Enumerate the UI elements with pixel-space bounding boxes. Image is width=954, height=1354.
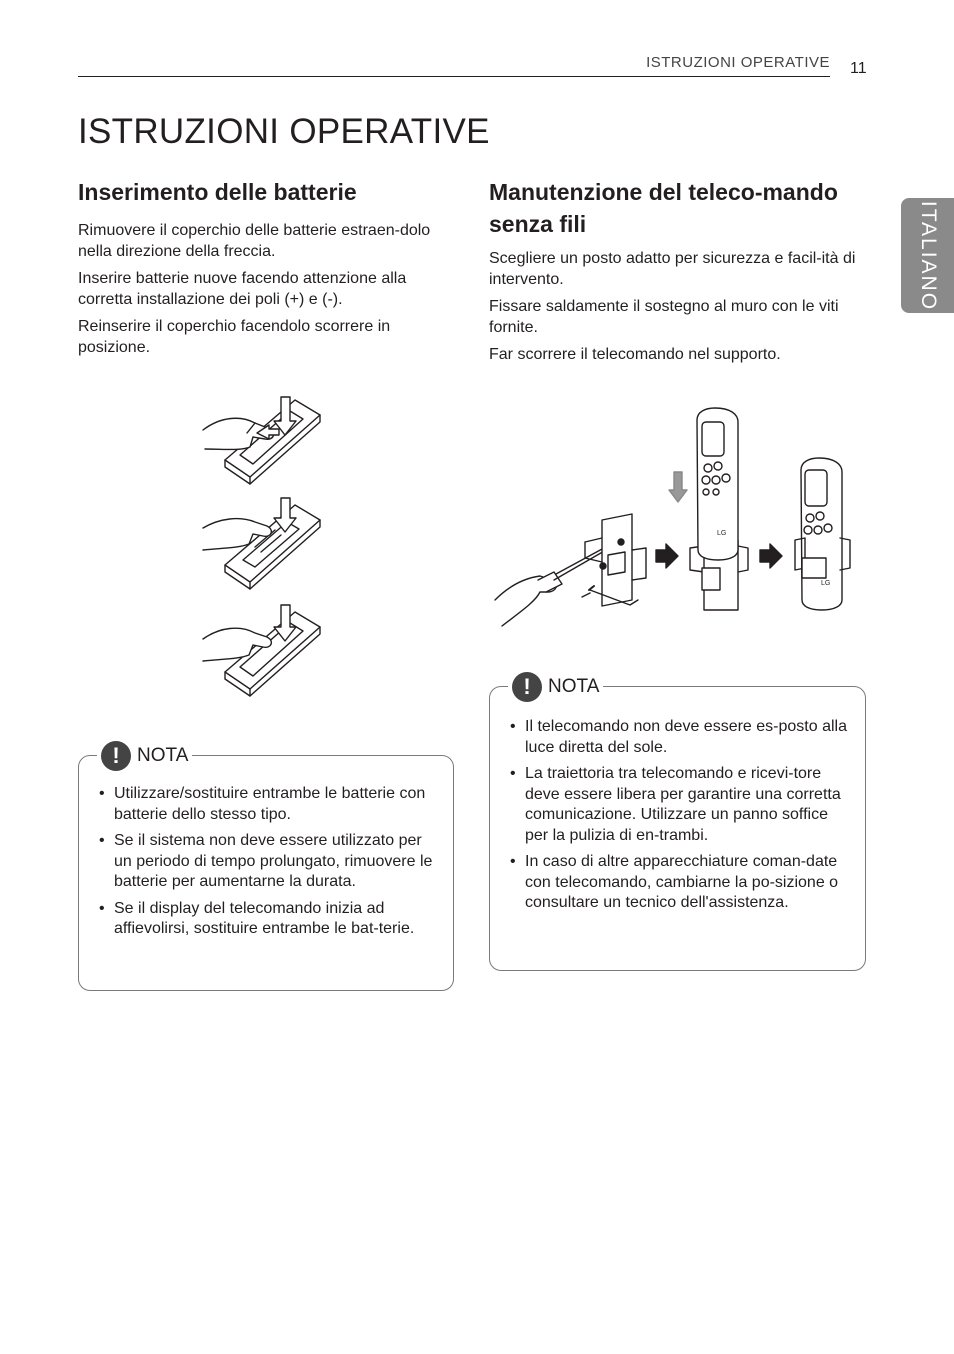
note-item: • La traiettoria tra telecomando e ricevi-tore deve essere libera per garantire una corretta comunicazione. Utilizzare un panno soffice per la pulizia di en-trambi. <box>510 764 849 846</box>
page-title: ISTRUZIONI OPERATIVE <box>78 112 490 151</box>
lg-logo-text: LG <box>717 530 727 537</box>
note-item: • In caso di altre apparecchiature coman-date con telecomando, cambiarne la po-sizione o consultare un tecnico dell'assistenza. <box>510 852 849 914</box>
note-item: • Utilizzare/sostituire entrambe le batterie con batterie dello stesso tipo. <box>99 784 437 825</box>
maintenance-section <box>489 176 865 371</box>
battery-step-3: Reinserire il coperchio facendolo scorrere in posizione. <box>78 318 391 356</box>
maintenance-note-box <box>489 674 866 971</box>
battery-note-list <box>99 784 437 946</box>
maintenance-heading: Manutenzione del teleco-mando senza fili <box>489 179 838 237</box>
note-item: • Il telecomando non deve essere es-posto alla luce diretta del sole. <box>510 717 849 758</box>
hand-screwdriver-drawing <box>495 542 615 626</box>
header-rule <box>78 76 830 77</box>
maintenance-step-1: Scegliere un posto adatto per sicurezza e facil-ità di intervento. <box>489 250 856 288</box>
remote-into-holder-drawing <box>669 408 748 610</box>
arrow-right-icon <box>656 544 678 568</box>
battery-step-1: Rimuovere il coperchio delle batterie estraen-dolo nella direzione della freccia. <box>78 222 431 260</box>
maintenance-note-list <box>510 717 849 920</box>
arrow-right-icon <box>760 544 782 568</box>
battery-heading: Inserimento delle batterie <box>78 179 357 205</box>
battery-insertion-illustration <box>195 385 345 705</box>
note-item: • Se il sistema non deve essere utilizzato per un periodo di tempo prolungato, rimuovere le batterie per aumentarne la durata. <box>99 831 437 893</box>
exclamation-icon: ! <box>512 672 542 702</box>
language-tab <box>901 198 954 313</box>
note-header <box>508 671 603 703</box>
battery-section <box>78 176 453 364</box>
note-item: • Se il display del telecomando inizia ad affievolirsi, sostituire entrambe le bat-terie. <box>99 899 437 940</box>
wall-bracket-drawing <box>585 514 646 606</box>
battery-note-box <box>78 743 454 991</box>
note-label: NOTA <box>548 676 600 697</box>
remote-in-holder-drawing <box>795 458 850 610</box>
running-header: ISTRUZIONI OPERATIVE <box>646 54 830 71</box>
exclamation-icon: ! <box>101 741 131 771</box>
battery-step-1-drawing <box>203 397 320 484</box>
battery-step-3-drawing <box>203 605 320 696</box>
maintenance-step-3: Far scorrere il telecomando nel supporto. <box>489 346 781 363</box>
note-header <box>97 740 192 772</box>
note-label: NOTA <box>137 745 189 766</box>
page-number: 11 <box>850 60 867 77</box>
language-tab-label: ITALIANO <box>916 200 940 311</box>
battery-step-2: Inserire batterie nuove facendo attenzione alla corretta installazione dei poli (+) e (-). <box>78 270 407 308</box>
remote-holder-illustration <box>490 400 860 635</box>
maintenance-step-2: Fissare saldamente il sostegno al muro con le viti fornite. <box>489 298 839 336</box>
battery-step-2-drawing <box>203 498 320 589</box>
lg-logo-text: LG <box>821 580 831 587</box>
